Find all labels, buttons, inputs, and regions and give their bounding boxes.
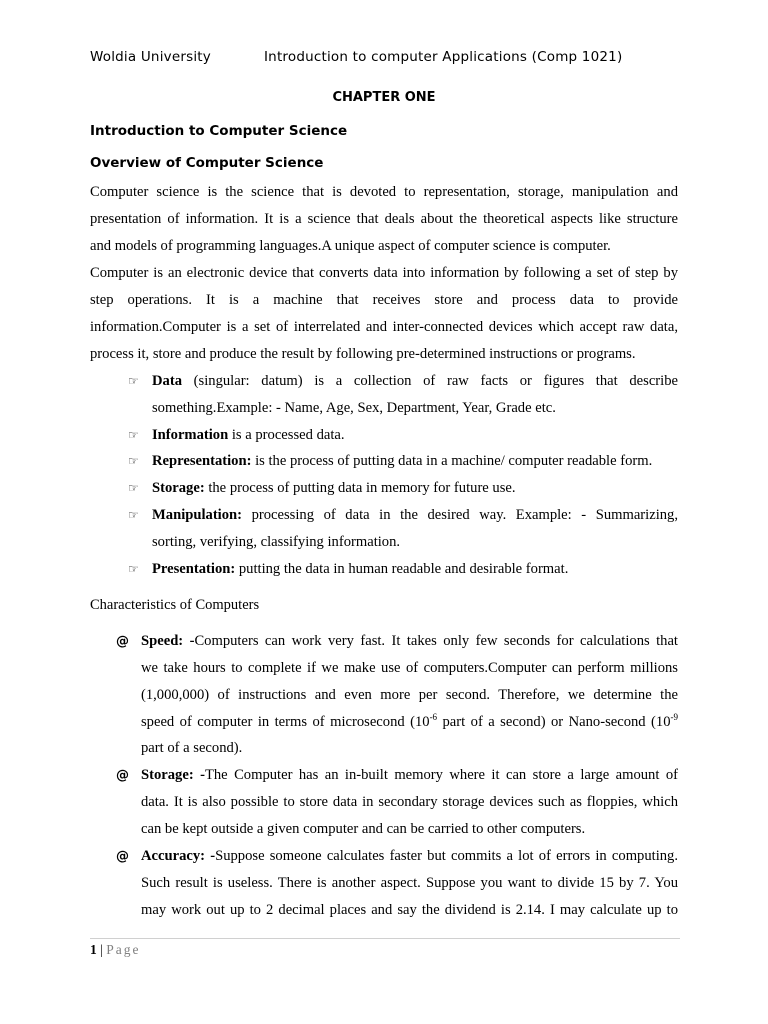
superscript: -6 xyxy=(429,712,438,723)
term-text: The Computer has an in-built memory where it can store a large amount of xyxy=(204,767,678,783)
list-item xyxy=(141,633,678,650)
at-sign-bullet-icon: @ xyxy=(116,768,129,783)
at-sign-bullet-icon: @ xyxy=(116,634,129,649)
term-label: Representation: xyxy=(152,453,252,469)
pointing-hand-icon: ☞ xyxy=(128,508,139,522)
footer-divider xyxy=(90,938,680,939)
list-item-continuation: (1,000,000) of instructions and even more per second. Therefore, we determine the xyxy=(141,687,678,703)
list-item-continuation: sorting, verifying, classifying information. xyxy=(152,534,401,550)
term-label: Accuracy: - xyxy=(141,848,216,864)
pointing-hand-icon: ☞ xyxy=(128,374,139,388)
list-item xyxy=(152,561,568,578)
heading-characteristics: Characteristics of Computers xyxy=(90,597,260,613)
list-item-continuation: can be kept outside a given computer and can be carried to other computers. xyxy=(141,821,586,837)
term-text: is the process of putting data in a machine/ computer readable form. xyxy=(251,453,653,469)
paragraph-line: information.Computer is a set of interrelated and inter-connected devices which accept raw data, xyxy=(90,319,678,335)
term-text: (singular: datum) is a collection of raw facts or figures that describe xyxy=(182,373,678,389)
list-item-continuation: may work out up to 2 decimal places and say the dividend is 2.14. I may calculate up to xyxy=(141,902,678,918)
list-item xyxy=(141,767,678,784)
list-item xyxy=(152,373,678,390)
paragraph-line: step operations. It is a machine that receives store and process data to provide xyxy=(90,292,678,308)
term-label: Presentation: xyxy=(152,561,236,577)
term-text: is a processed data. xyxy=(228,427,345,443)
list-item-continuation: we take hours to complete if we make use of computers.Computer can perform millions xyxy=(141,660,678,676)
header-course-title: Introduction to computer Applications (Comp 1021) xyxy=(264,49,623,65)
list-item-continuation: part of a second). xyxy=(141,740,243,756)
heading-introduction: Introduction to Computer Science xyxy=(90,123,348,139)
paragraph-line: and models of programming languages.A unique aspect of computer science is computer. xyxy=(90,238,611,254)
list-item xyxy=(152,427,345,444)
superscript: -9 xyxy=(670,712,678,723)
page-label: Page xyxy=(106,942,141,957)
paragraph-line: presentation of information. It is a science that deals about the theoretical aspects like structure xyxy=(90,211,678,227)
text-fragment: speed of computer in terms of microsecond (10 xyxy=(141,714,430,730)
list-item-continuation: something.Example: - Name, Age, Sex, Department, Year, Grade etc. xyxy=(152,400,556,416)
pointing-hand-icon: ☞ xyxy=(128,481,139,495)
term-text: Suppose someone calculates faster but commits a lot of errors in computing. xyxy=(215,848,678,864)
pointing-hand-icon: ☞ xyxy=(128,562,139,576)
footer-separator: | xyxy=(96,942,107,957)
at-sign-bullet-icon: @ xyxy=(116,849,129,864)
list-item-continuation xyxy=(141,714,678,731)
list-item-continuation: data. It is also possible to store data in secondary storage devices such as floppies, which xyxy=(141,794,678,810)
pointing-hand-icon: ☞ xyxy=(128,428,139,442)
list-item-continuation: Such result is useless. There is another aspect. Suppose you want to divide 15 by 7. You xyxy=(141,875,678,891)
paragraph-line: Computer is an electronic device that converts data into information by following a set of step by xyxy=(90,265,678,281)
paragraph-line: process it, store and produce the result by following pre-determined instructions or programs. xyxy=(90,346,636,362)
text-fragment: part of a second) or Nano-second (10 xyxy=(437,714,671,730)
list-item xyxy=(152,453,652,470)
term-text: putting the data in human readable and desirable format. xyxy=(235,561,569,577)
header-university: Woldia University xyxy=(90,49,211,65)
term-label: Storage: - xyxy=(141,767,205,783)
heading-overview: Overview of Computer Science xyxy=(90,155,324,171)
list-item xyxy=(141,848,678,865)
term-label: Data xyxy=(152,373,182,389)
list-item xyxy=(152,480,516,497)
term-text: the process of putting data in memory for future use. xyxy=(204,480,516,496)
term-label: Speed: - xyxy=(141,633,195,649)
chapter-title: CHAPTER ONE xyxy=(332,90,436,105)
term-label: Information xyxy=(152,427,229,443)
term-label: Storage: xyxy=(152,480,205,496)
list-item xyxy=(152,507,678,524)
term-text: Computers can work very fast. It takes only few seconds for calculations that xyxy=(194,633,678,649)
paragraph-line: Computer science is the science that is devoted to representation, storage, manipulation and xyxy=(90,184,678,200)
pointing-hand-icon: ☞ xyxy=(128,454,139,468)
page-number: 1 xyxy=(90,942,97,957)
term-text: processing of data in the desired way. Example: - Summarizing, xyxy=(242,507,678,523)
page-footer xyxy=(90,942,140,958)
term-label: Manipulation: xyxy=(152,507,243,523)
